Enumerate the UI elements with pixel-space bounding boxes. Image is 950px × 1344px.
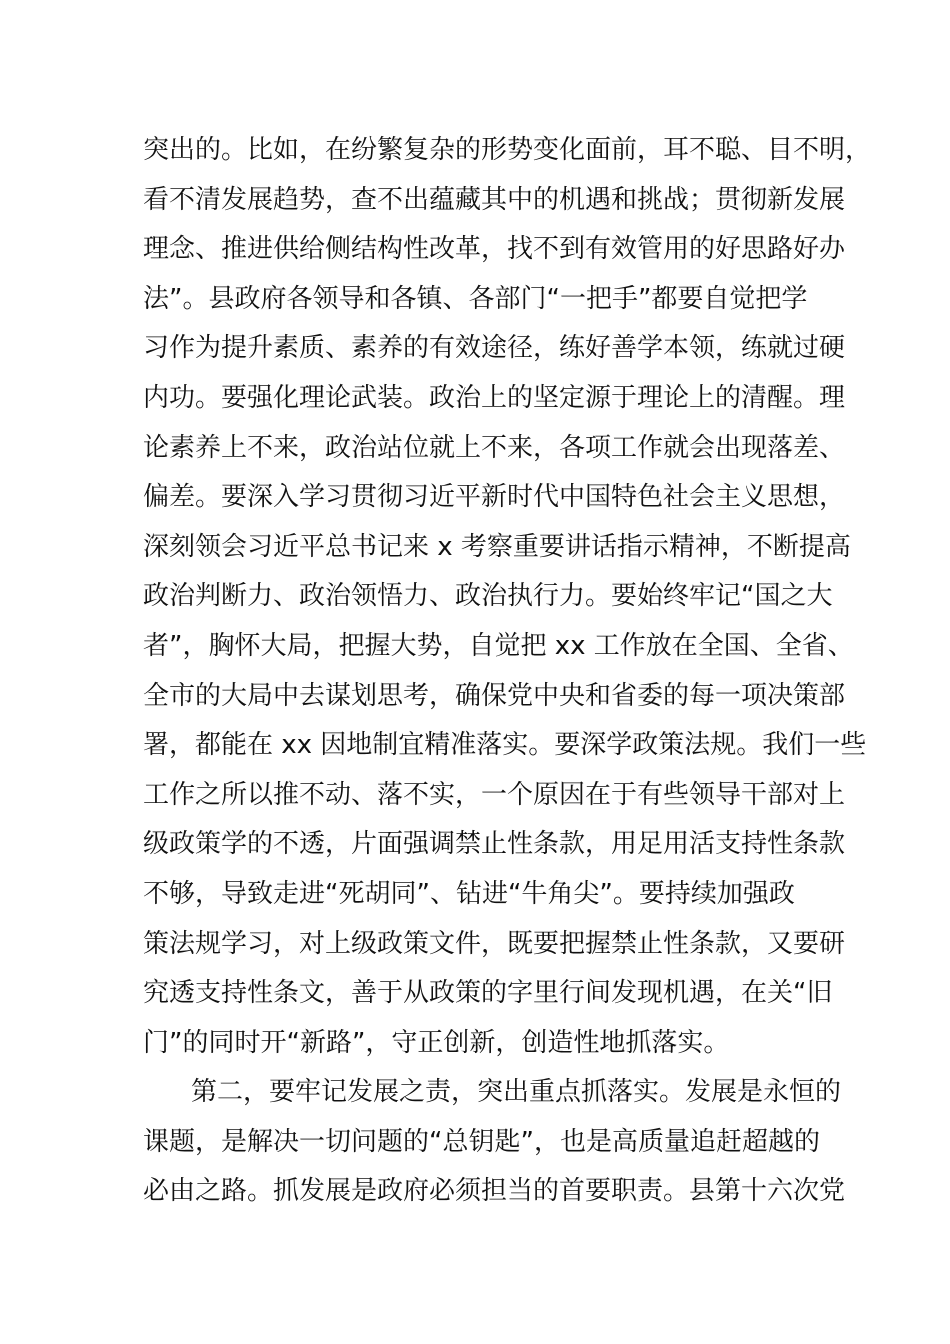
text-line: 必由之路。抓发展是政府必须担当的首要职责。县第十六次党	[143, 1176, 846, 1207]
text-line: 究透支持性条文，善于从政策的字里行间发现机遇，在关“旧	[143, 978, 833, 1009]
text-line: 工作之所以推不动、落不实，一个原因在于有些领导干部对上	[143, 779, 846, 810]
text-line: 者”，胸怀大局，把握大势，自觉把 xx 工作放在全国、全省、	[143, 630, 854, 661]
text-line: 看不清发展趋势，查不出蕴藏其中的机遇和挑战；贯彻新发展	[143, 184, 846, 215]
text-line: 突出的。比如，在纷繁复杂的形势变化面前，耳不聪、目不明，	[143, 135, 872, 165]
text-line: 策法规学习，对上级政策文件，既要把握禁止性条款，又要研	[143, 928, 846, 959]
text-line: 级政策学的不透，片面强调禁止性条款，用足用活支持性条款	[143, 829, 846, 860]
text-line: 不够，导致走进“死胡同”、钻进“牛角尖”。要持续加强政	[143, 878, 795, 909]
text-line: 理念、推进供给侧结构性改革，找不到有效管用的好思路好办	[143, 234, 846, 265]
paragraph-first-line: 第二，要牢记发展之责，突出重点抓落实。发展是永恒的	[191, 1077, 842, 1108]
text-line: 习作为提升素质、素养的有效途径，练好善学本领，练就过硬	[143, 333, 846, 364]
text-line: 门”的同时开“新路”，守正创新，创造性地抓落实。	[143, 1027, 730, 1058]
text-line: 偏差。要深入学习贯彻习近平新时代中国特色社会主义思想，	[143, 482, 846, 513]
body-text	[143, 126, 872, 1217]
text-line: 内功。要强化理论武装。政治上的坚定源于理论上的清醒。理	[143, 382, 846, 413]
text-line: 课题，是解决一切问题的“总钥匙”，也是高质量追赶超越的	[143, 1126, 820, 1157]
text-line: 论素养上不来，政治站位就上不来，各项工作就会出现落差、	[143, 432, 846, 463]
text-line: 法”。县政府各领导和各镇、各部门“一把手”都要自觉把学	[143, 283, 808, 314]
text-line: 署，都能在 xx 因地制宜精准落实。要深学政策法规。我们一些	[143, 730, 867, 761]
text-line: 深刻领会习近平总书记来 x 考察重要讲话指示精神，不断提高	[143, 531, 851, 562]
text-line: 政治判断力、政治领悟力、政治执行力。要始终牢记“国之大	[143, 581, 833, 612]
text-line: 全市的大局中去谋划思考，确保党中央和省委的每一项决策部	[143, 680, 846, 711]
